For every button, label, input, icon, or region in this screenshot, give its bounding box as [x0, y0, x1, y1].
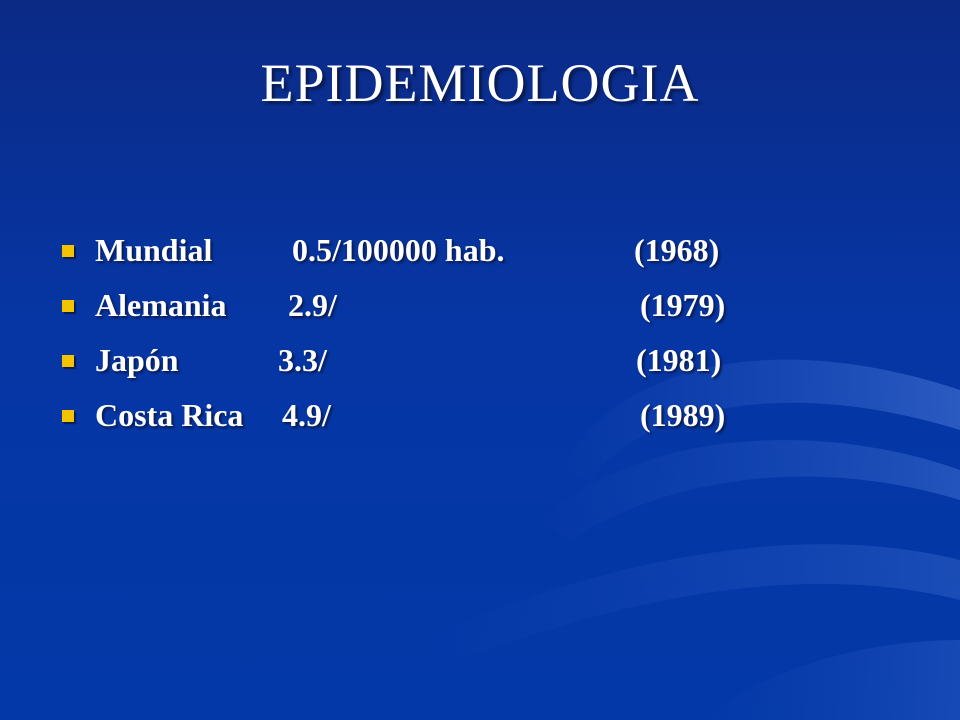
list-item	[62, 283, 742, 338]
country-label: Japón	[95, 342, 179, 378]
country-label: Alemania	[95, 287, 227, 323]
square-bullet-icon	[62, 245, 74, 257]
year-value: (1968)	[634, 232, 720, 268]
year-value: (1981)	[636, 342, 722, 378]
list-item	[62, 228, 742, 283]
list-item	[62, 338, 742, 393]
country-label: Costa Rica	[95, 397, 244, 433]
rate-value: 3.3/	[278, 342, 327, 378]
list-item	[62, 393, 742, 448]
rate-value: 2.9/	[288, 287, 337, 323]
country-label: Mundial	[95, 232, 213, 268]
rate-value: 4.9/	[282, 397, 331, 433]
square-bullet-icon	[62, 300, 74, 312]
rate-value: 0.5/100000 hab.	[292, 232, 505, 268]
square-bullet-icon	[62, 410, 74, 422]
year-value: (1989)	[640, 397, 726, 433]
year-value: (1979)	[640, 287, 726, 323]
square-bullet-icon	[62, 355, 74, 367]
slide-title: EPIDEMIOLOGIA	[260, 53, 700, 113]
bullet-list	[62, 228, 742, 448]
